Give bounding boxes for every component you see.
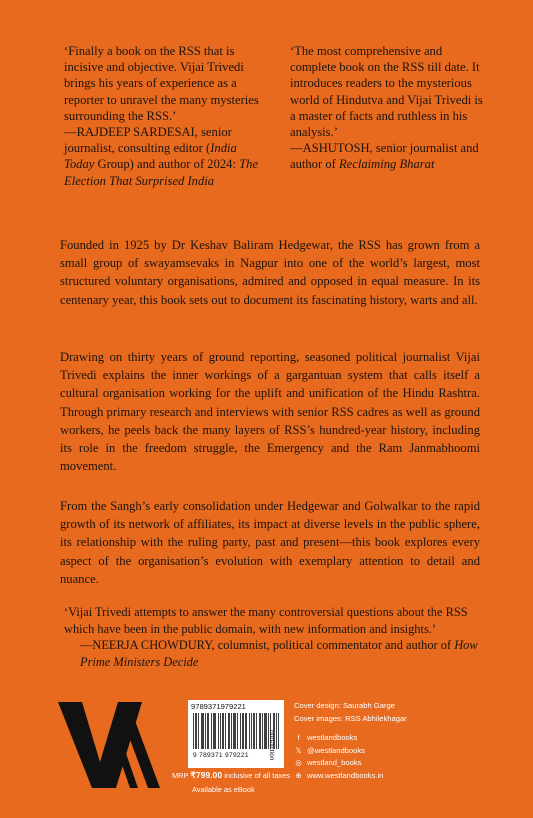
globe-icon: ⊕ bbox=[295, 770, 302, 780]
quote-attribution bbox=[290, 140, 490, 172]
blurb-paragraph: Drawing on thirty years of ground reporting, seasoned political journalist Vijai Trivedi explains the inner workings of a gargantuan system that calls itself a cultural organisation working for the uplift and unification of the Hindu Rashtra. Through primary research and interviews with senior RSS cadres as well as ground workers, he peels back the many layers of RSS’s hundred-year history, including its role in the freedom struggle, the Emergency and the Ram Janmabhoomi movement. bbox=[60, 350, 480, 474]
barcode bbox=[193, 713, 279, 749]
quote-ashutosh bbox=[290, 43, 490, 173]
social-x[interactable] bbox=[294, 745, 407, 758]
book-title: How Prime Ministers Decide bbox=[80, 638, 478, 669]
social-handle: westlandbooks bbox=[307, 733, 358, 743]
cover-design-credit: Cover design: Saurabh Garge bbox=[294, 701, 395, 710]
quote-sardesai bbox=[64, 43, 269, 189]
quote-text: ‘Vijai Trivedi attempts to answer the many controversial questions about the RSS which have been in the public domain, with new information and insights.’ bbox=[64, 605, 468, 636]
category-label: non-fiction bbox=[268, 730, 275, 761]
credits bbox=[294, 700, 407, 783]
price-value: ₹799.00 bbox=[190, 770, 223, 780]
social-handle: @westlandbooks bbox=[307, 745, 365, 755]
quote-attribution bbox=[64, 124, 269, 189]
social-handle: westland_books bbox=[307, 758, 362, 768]
book-title: The Election That Surprised India bbox=[64, 157, 259, 188]
publication-name: India Today bbox=[64, 141, 237, 172]
price-note: inclusive of all taxes bbox=[224, 771, 290, 780]
social-facebook[interactable] bbox=[294, 732, 407, 745]
cover-images-credit: Cover images: RSS Abhilekhagar bbox=[294, 713, 407, 723]
isbn-text: 9789371979221 bbox=[191, 702, 246, 711]
quote-text: ‘Finally a book on the RSS that is incisive and objective. Vijai Trivedi brings his years of experience as a reporter to unravel the many mysteries surrounding the RSS.’ bbox=[64, 44, 259, 123]
blurb-paragraph: From the Sangh’s early consolidation under Hedgewar and Golwalkar to the rapid growth of its network of affiliates, its impact at diverse levels in the public sphere, its relationship with the ruling party, past and present—this book explores every aspect of the organisation’s evolution with exemplary attention to detail and nuance. bbox=[60, 499, 480, 586]
quote-chowdury bbox=[64, 604, 484, 670]
facebook-icon: f bbox=[297, 733, 300, 743]
quote-attribution bbox=[64, 637, 484, 670]
x-icon: 𝕏 bbox=[295, 745, 302, 755]
instagram-icon: ◎ bbox=[295, 758, 302, 768]
website-url: www.westlandbooks.in bbox=[307, 770, 384, 780]
mrp-label: MRP bbox=[172, 771, 189, 780]
blurb-paragraph: Founded in 1925 by Dr Keshav Baliram Hedgewar, the RSS has grown from a small group of swayamsevaks in Nagpur into one of the world’s largest, most structured voluntary organisations, admired and opposed in equal measure. In its centenary year, this book sets out to document its fascinating history, warts and all. bbox=[60, 238, 480, 307]
price-line bbox=[172, 770, 290, 781]
attribution-text: —RAJDEEP SARDESAI, senior journalist, consulting editor ( bbox=[64, 125, 232, 156]
attribution-text: —NEERJA CHOWDURY, columnist, political commentator and author of bbox=[80, 638, 455, 652]
attribution-text: —ASHUTOSH, senior journalist and author of bbox=[290, 141, 479, 172]
website-link[interactable] bbox=[294, 770, 407, 783]
barcode-digits: 9 789371 979221 bbox=[193, 752, 249, 759]
quote-text: ‘The most comprehensive and complete book on the RSS till date. It introduces readers to the mysterious world of Hindutva and Vijai Trivedi is a master of facts and ruthless in his analysis.’ bbox=[290, 44, 483, 140]
ebook-note: Available as eBook bbox=[192, 785, 255, 794]
attribution-text: Group) and author of 2024: bbox=[94, 157, 236, 172]
social-instagram[interactable] bbox=[294, 757, 407, 770]
publisher-logo bbox=[58, 702, 160, 788]
book-title: Reclaiming Bharat bbox=[338, 157, 435, 172]
